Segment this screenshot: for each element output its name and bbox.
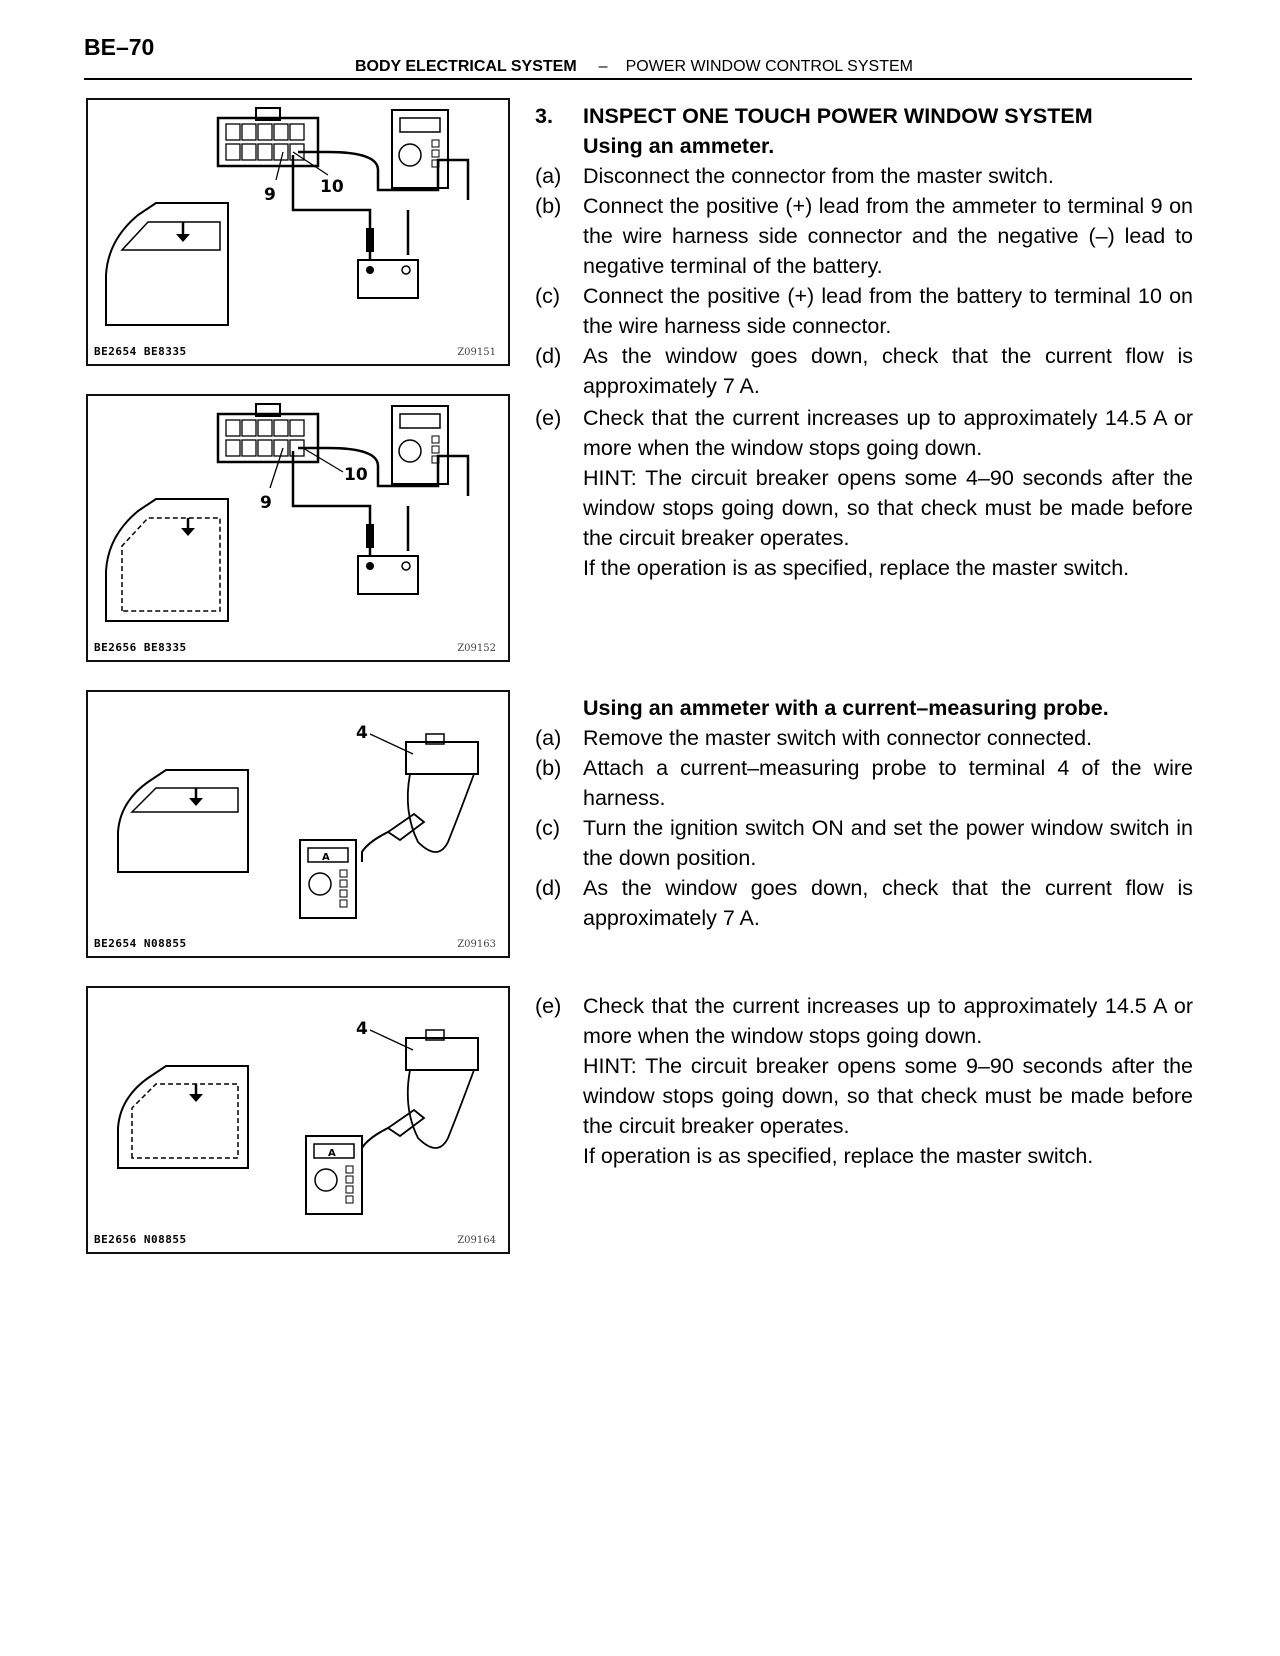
step-marker: (d) bbox=[535, 876, 562, 900]
step-text: Connect the positive (+) lead from the battery to terminal 10 on the wire harness side connector. bbox=[583, 284, 1193, 338]
header-section: BODY ELECTRICAL SYSTEM bbox=[355, 58, 577, 75]
step-text: As the window goes down, check that the current flow is approximately 7 A. bbox=[583, 876, 1193, 930]
section-probe bbox=[535, 693, 1193, 933]
figure-probe-stopped bbox=[86, 986, 510, 1254]
step-text: Turn the ignition switch ON and set the power window switch in the down position. bbox=[583, 816, 1193, 870]
terminal-label-4: 4 bbox=[356, 1019, 368, 1039]
step-item bbox=[535, 341, 1193, 401]
result-text: If the operation is as specified, replace the master switch. bbox=[583, 556, 1130, 580]
step-marker: (b) bbox=[535, 756, 562, 780]
page-number: BE–70 bbox=[84, 34, 155, 60]
section-subtitle: Using an ammeter with a current–measuring probe. bbox=[583, 696, 1109, 720]
step-text: Connect the positive (+) lead from the ammeter to terminal 9 on the wire harness side connector and the negative (–) lead to negative terminal of the battery. bbox=[583, 194, 1193, 278]
terminal-label-9: 9 bbox=[260, 493, 272, 513]
figure-id: Z09164 bbox=[457, 1235, 496, 1246]
step-item bbox=[535, 991, 1193, 1051]
running-header bbox=[355, 58, 913, 76]
step-text: Attach a current–measuring probe to terminal 4 of the wire harness. bbox=[583, 756, 1193, 810]
figure-probe-down bbox=[86, 690, 510, 958]
probe-diagram bbox=[88, 692, 508, 956]
figure-code: BE2656 BE8335 bbox=[94, 641, 187, 654]
meter-range-label: A bbox=[322, 852, 330, 863]
step-item bbox=[535, 403, 1193, 463]
wiring-diagram bbox=[88, 100, 508, 364]
section-title: INSPECT ONE TOUCH POWER WINDOW SYSTEM bbox=[583, 104, 1093, 128]
figure-code: BE2656 N08855 bbox=[94, 1233, 187, 1246]
step-marker: (b) bbox=[535, 194, 562, 218]
step-number: 3. bbox=[535, 104, 553, 128]
figure-id: Z09152 bbox=[457, 643, 496, 654]
step-marker: (c) bbox=[535, 816, 561, 840]
step-item bbox=[535, 753, 1193, 813]
figure-id: Z09163 bbox=[457, 939, 496, 950]
step-marker: (a) bbox=[535, 726, 562, 750]
step-item bbox=[535, 281, 1193, 341]
figure-code: BE2654 N08855 bbox=[94, 937, 187, 950]
terminal-label-10: 10 bbox=[320, 177, 344, 197]
section-current-increase bbox=[535, 403, 1193, 583]
step-marker: (a) bbox=[535, 164, 562, 188]
step-text: Disconnect the connector from the master switch. bbox=[583, 164, 1054, 188]
step-marker: (c) bbox=[535, 284, 561, 308]
step-text: Check that the current increases up to approximately 14.5 A or more when the window stops going down. bbox=[583, 994, 1193, 1048]
step-item bbox=[535, 723, 1193, 753]
header-subsection: POWER WINDOW CONTROL SYSTEM bbox=[625, 58, 913, 75]
step-marker: (e) bbox=[535, 406, 562, 430]
section-inspect-ammeter bbox=[535, 101, 1193, 401]
probe-diagram bbox=[88, 988, 508, 1252]
step-text: Remove the master switch with connector connected. bbox=[583, 726, 1093, 750]
figure-code: BE2654 BE8335 bbox=[94, 345, 187, 358]
step-item bbox=[535, 873, 1193, 933]
meter-range-label: A bbox=[328, 1148, 336, 1159]
header-separator: – bbox=[598, 58, 608, 75]
result-text: If operation is as specified, replace the master switch. bbox=[583, 1144, 1094, 1168]
step-marker: (e) bbox=[535, 994, 562, 1018]
figure-ammeter-down bbox=[86, 98, 510, 366]
terminal-label-10: 10 bbox=[344, 465, 368, 485]
step-text: Check that the current increases up to approximately 14.5 A or more when the window stops going down. bbox=[583, 406, 1193, 460]
step-marker: (d) bbox=[535, 344, 562, 368]
figure-ammeter-stopped bbox=[86, 394, 510, 662]
step-item bbox=[535, 191, 1193, 281]
hint-text: HINT: The circuit breaker opens some 9–90 seconds after the window stops going down, so that check must be made before the circuit breaker operates. bbox=[583, 1054, 1193, 1138]
terminal-label-9: 9 bbox=[264, 185, 276, 205]
wiring-diagram bbox=[88, 396, 508, 660]
section-probe-current-increase bbox=[535, 991, 1193, 1171]
step-text: As the window goes down, check that the current flow is approximately 7 A. bbox=[583, 344, 1193, 398]
section-subtitle: Using an ammeter. bbox=[583, 134, 775, 158]
figure-id: Z09151 bbox=[457, 347, 496, 358]
step-item bbox=[535, 161, 1193, 191]
step-item bbox=[535, 813, 1193, 873]
header-rule bbox=[84, 78, 1192, 80]
hint-text: HINT: The circuit breaker opens some 4–90 seconds after the window stops going down, so that check must be made before the circuit breaker operates. bbox=[583, 466, 1193, 550]
terminal-label-4: 4 bbox=[356, 723, 368, 743]
